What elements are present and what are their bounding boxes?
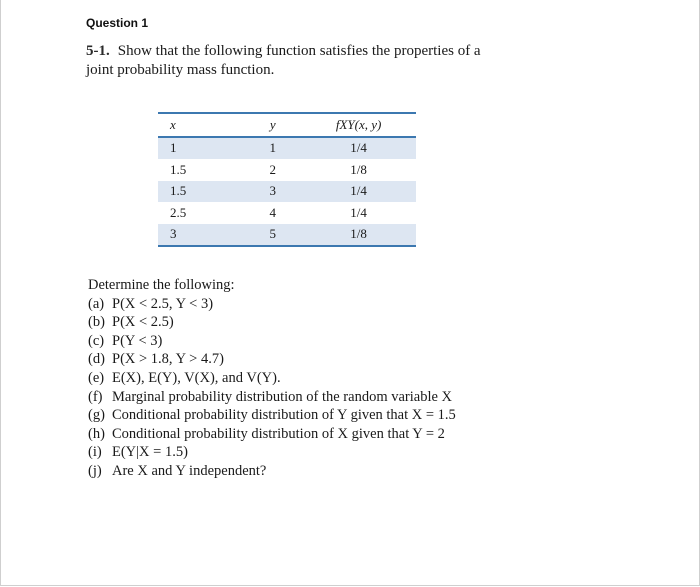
item-label: (f) [88,388,103,405]
item-text: P(X < 2.5, Y < 3) [112,295,214,312]
cell-fxy: 1/4 [301,181,416,203]
item-text: P(X < 2.5) [112,314,174,331]
item-label: (b) [88,314,105,331]
cell-x: 2.5 [158,202,244,224]
item-label: (i) [88,444,102,461]
item-text: E(X), E(Y), V(X), and V(Y). [112,369,281,386]
list-item [88,332,508,351]
list-item [88,350,508,369]
cell-fxy: 1/8 [301,224,416,247]
list-item [88,295,508,314]
item-text: Are X and Y independent? [112,462,267,479]
item-label: (c) [88,332,105,349]
item-label: (e) [88,369,105,386]
cell-y: 3 [244,181,301,203]
item-text: Marginal probability distribution of the random variable X [112,388,453,405]
item-label: (j) [88,462,102,479]
table-row [158,159,416,181]
cell-fxy: 1/4 [301,137,416,160]
cell-fxy: 1/4 [301,202,416,224]
question-title: Question 1 [86,16,149,30]
table-row [158,181,416,203]
item-text: E(Y|X = 1.5) [112,444,188,461]
header-y: y [269,116,276,132]
item-text: Conditional probability distribution of X given that Y = 2 [112,425,445,442]
determine-section [88,276,508,481]
table-row [158,202,416,224]
problem-statement [86,42,496,80]
item-label: (d) [88,351,105,368]
cell-y: 4 [244,202,301,224]
cell-x: 1 [158,137,244,160]
list-item [88,406,508,425]
header-x: x [170,116,176,132]
problem-number: 5-1. [86,43,110,59]
cell-y: 5 [244,224,301,247]
list-item [88,313,508,332]
item-label: (h) [88,425,105,442]
list-item [88,388,508,407]
item-text: P(Y < 3) [112,332,163,349]
problem-text: Show that the following function satisfies the properties of a joint probability mass function. [86,43,481,78]
table-row [158,137,416,160]
joint-pmf-table [158,112,416,247]
table-row [158,224,416,247]
item-text: P(X > 1.8, Y > 4.7) [112,351,224,368]
cell-x: 1.5 [158,159,244,181]
cell-y: 1 [244,137,301,160]
cell-y: 2 [244,159,301,181]
table-header-row [158,113,416,137]
list-item [88,462,508,481]
item-label: (g) [88,407,105,424]
item-label: (a) [88,295,105,312]
header-fxy: fXY(x, y) [335,116,382,132]
cell-x: 1.5 [158,181,244,203]
determine-intro: Determine the following: [88,277,235,293]
item-text: Conditional probability distribution of Y given that X = 1.5 [112,407,456,424]
list-item [88,443,508,462]
cell-fxy: 1/8 [301,159,416,181]
cell-x: 3 [158,224,244,247]
list-item [88,425,508,444]
list-item [88,369,508,388]
